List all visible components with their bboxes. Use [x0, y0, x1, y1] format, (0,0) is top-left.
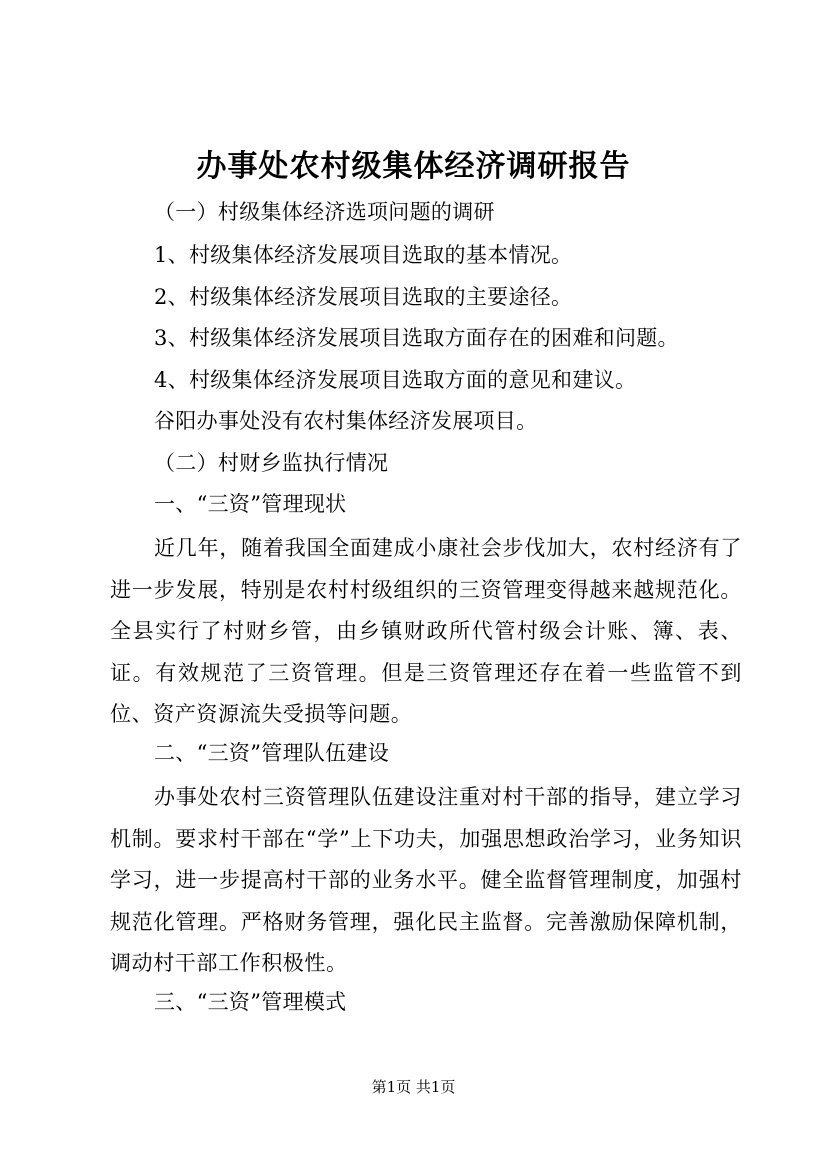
list-item-1: 1、村级集体经济发展项目选取的基本情况。 [154, 243, 573, 267]
list-item-4: 4、村级集体经济发展项目选取方面的意见和建议。 [154, 368, 637, 392]
subheading-2: 二、“三资”管理队伍建设 [154, 741, 390, 765]
subheading-1: 一、“三资”管理现状 [154, 492, 347, 516]
paragraph-2: 办事处农村三资管理队伍建设注重对村干部的指导，建立学习机制。要求村干部在“学”上下功夫，加强思想政治学习，业务知识学习，进一步提高村干部的业务水平。健全监督管理制度，加强村规范化管理。严格财务管理，强化民主监督。完善激励保障机制，调动村干部工作积极性。 [110, 785, 742, 975]
subheading-3: 三、“三资”管理模式 [154, 990, 347, 1014]
list-item-3: 3、村级集体经济发展项目选取方面存在的困难和问题。 [154, 326, 679, 350]
section-heading-1: （一）村级集体经济选项问题的调研 [154, 200, 495, 224]
statement-line: 谷阳办事处没有农村集体经济发展项目。 [154, 409, 538, 433]
document-title: 办事处农村级集体经济调研报告 [196, 149, 631, 184]
list-item-2: 2、村级集体经济发展项目选取的主要途径。 [154, 285, 573, 309]
section-heading-2: （二）村财乡监执行情况 [154, 451, 389, 475]
page-footer: 第1页 共1页 [371, 1078, 456, 1096]
paragraph-1: 近几年，随着我国全面建成小康社会步伐加大，农村经济有了进一步发展，特别是农村村级组织的三资管理变得越来越规范化。全县实行了村财乡管，由乡镇财政所代管村级会计账、簿、表、证。有效规范了三资管理。但是三资管理还存在着一些监管不到位、资产资源流失受损等问题。 [110, 536, 742, 726]
